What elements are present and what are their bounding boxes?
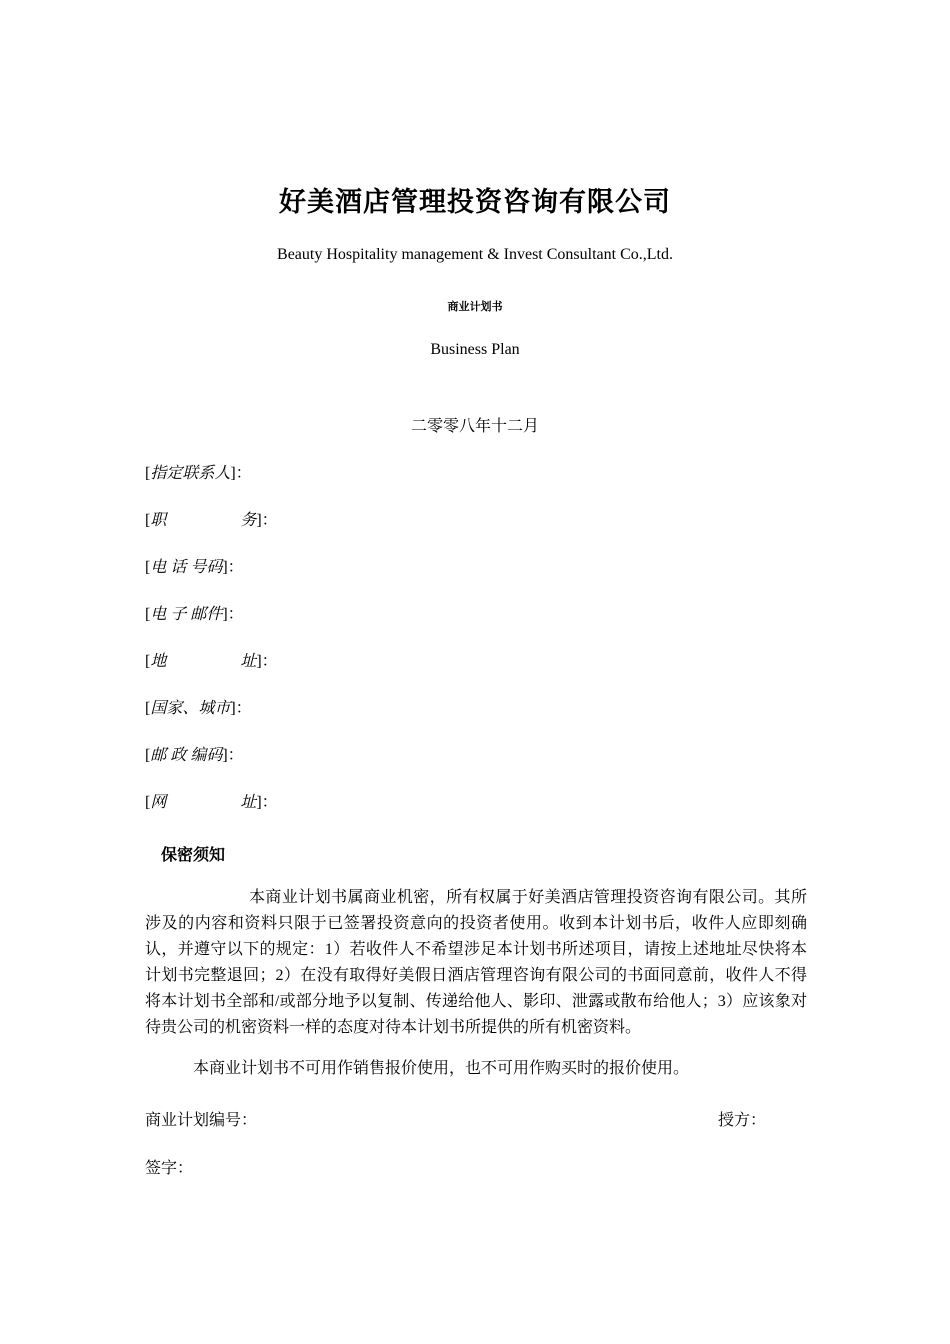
field-label: 职务 xyxy=(150,512,257,529)
field-website xyxy=(145,789,278,812)
field-suffix: ]： xyxy=(256,794,278,811)
field-suffix: ]： xyxy=(230,465,252,482)
field-contact-person xyxy=(145,460,252,483)
field-email xyxy=(145,601,244,624)
field-position xyxy=(145,507,278,530)
bracket-open: [ xyxy=(145,512,151,529)
field-label: 指定联系人 xyxy=(150,465,231,482)
field-suffix: ]： xyxy=(222,747,244,764)
field-address xyxy=(145,648,278,671)
confidentiality-paragraph: 本商业计划书属商业机密，所有权属于好美酒店管理投资咨询有限公司。其所涉及的内容和资料只限于已签署投资意向的投资者使用。收到本计划书后，收件人应即刻确认，并遵守以下的规定：1）若收件人不希望涉足本计划书所述项目，请按上述地址尽快将本计划书完整退回；2）在没有取得好美假日酒店管理咨询有限公司的书面同意前，收件人不得将本计划书全部和/或部分地予以复制、传递给他人、影印、泄露或散布给他人；3）应该象对待贵公司的机密资料一样的态度对待本计划书所提供的所有机密资料。 xyxy=(145,889,807,1036)
field-phone xyxy=(145,554,244,577)
field-suffix: ]： xyxy=(222,559,244,576)
field-label: 国家、城市 xyxy=(150,700,231,717)
signature-label: 签字： xyxy=(145,1160,194,1177)
bracket-open: [ xyxy=(145,465,151,482)
bracket-open: [ xyxy=(145,559,151,576)
field-suffix: ]： xyxy=(256,653,278,670)
plan-title-cn: 商业计划书 xyxy=(447,300,503,313)
plan-title-en: Business Plan xyxy=(430,341,520,358)
confidentiality-heading: 保密须知 xyxy=(161,847,226,864)
company-name-en: Beauty Hospitality management & Invest Consultant Co.,Ltd. xyxy=(277,246,673,263)
document-date: 二零零八年十二月 xyxy=(410,418,539,435)
field-suffix: ]： xyxy=(256,512,278,529)
field-label: 地址 xyxy=(150,653,257,670)
usage-restriction-paragraph: 本商业计划书不可用作销售报价使用，也不可用作购买时的报价使用。 xyxy=(193,1060,690,1077)
bracket-open: [ xyxy=(145,606,151,623)
field-label: 网址 xyxy=(150,794,257,811)
field-postal-code xyxy=(145,742,244,765)
field-suffix: ]： xyxy=(222,606,244,623)
bracket-open: [ xyxy=(145,653,151,670)
field-label: 电 话 号码 xyxy=(150,559,223,576)
field-label: 电 子 邮件 xyxy=(150,606,223,623)
grantee-label: 授方： xyxy=(718,1112,767,1129)
field-country-city xyxy=(145,695,252,718)
company-name-cn: 好美酒店管理投资咨询有限公司 xyxy=(279,187,671,218)
bracket-open: [ xyxy=(145,700,151,717)
field-suffix: ]： xyxy=(230,700,252,717)
bracket-open: [ xyxy=(145,794,151,811)
bracket-open: [ xyxy=(145,747,151,764)
field-label: 邮 政 编码 xyxy=(150,747,223,764)
plan-number-label: 商业计划编号： xyxy=(145,1112,258,1129)
